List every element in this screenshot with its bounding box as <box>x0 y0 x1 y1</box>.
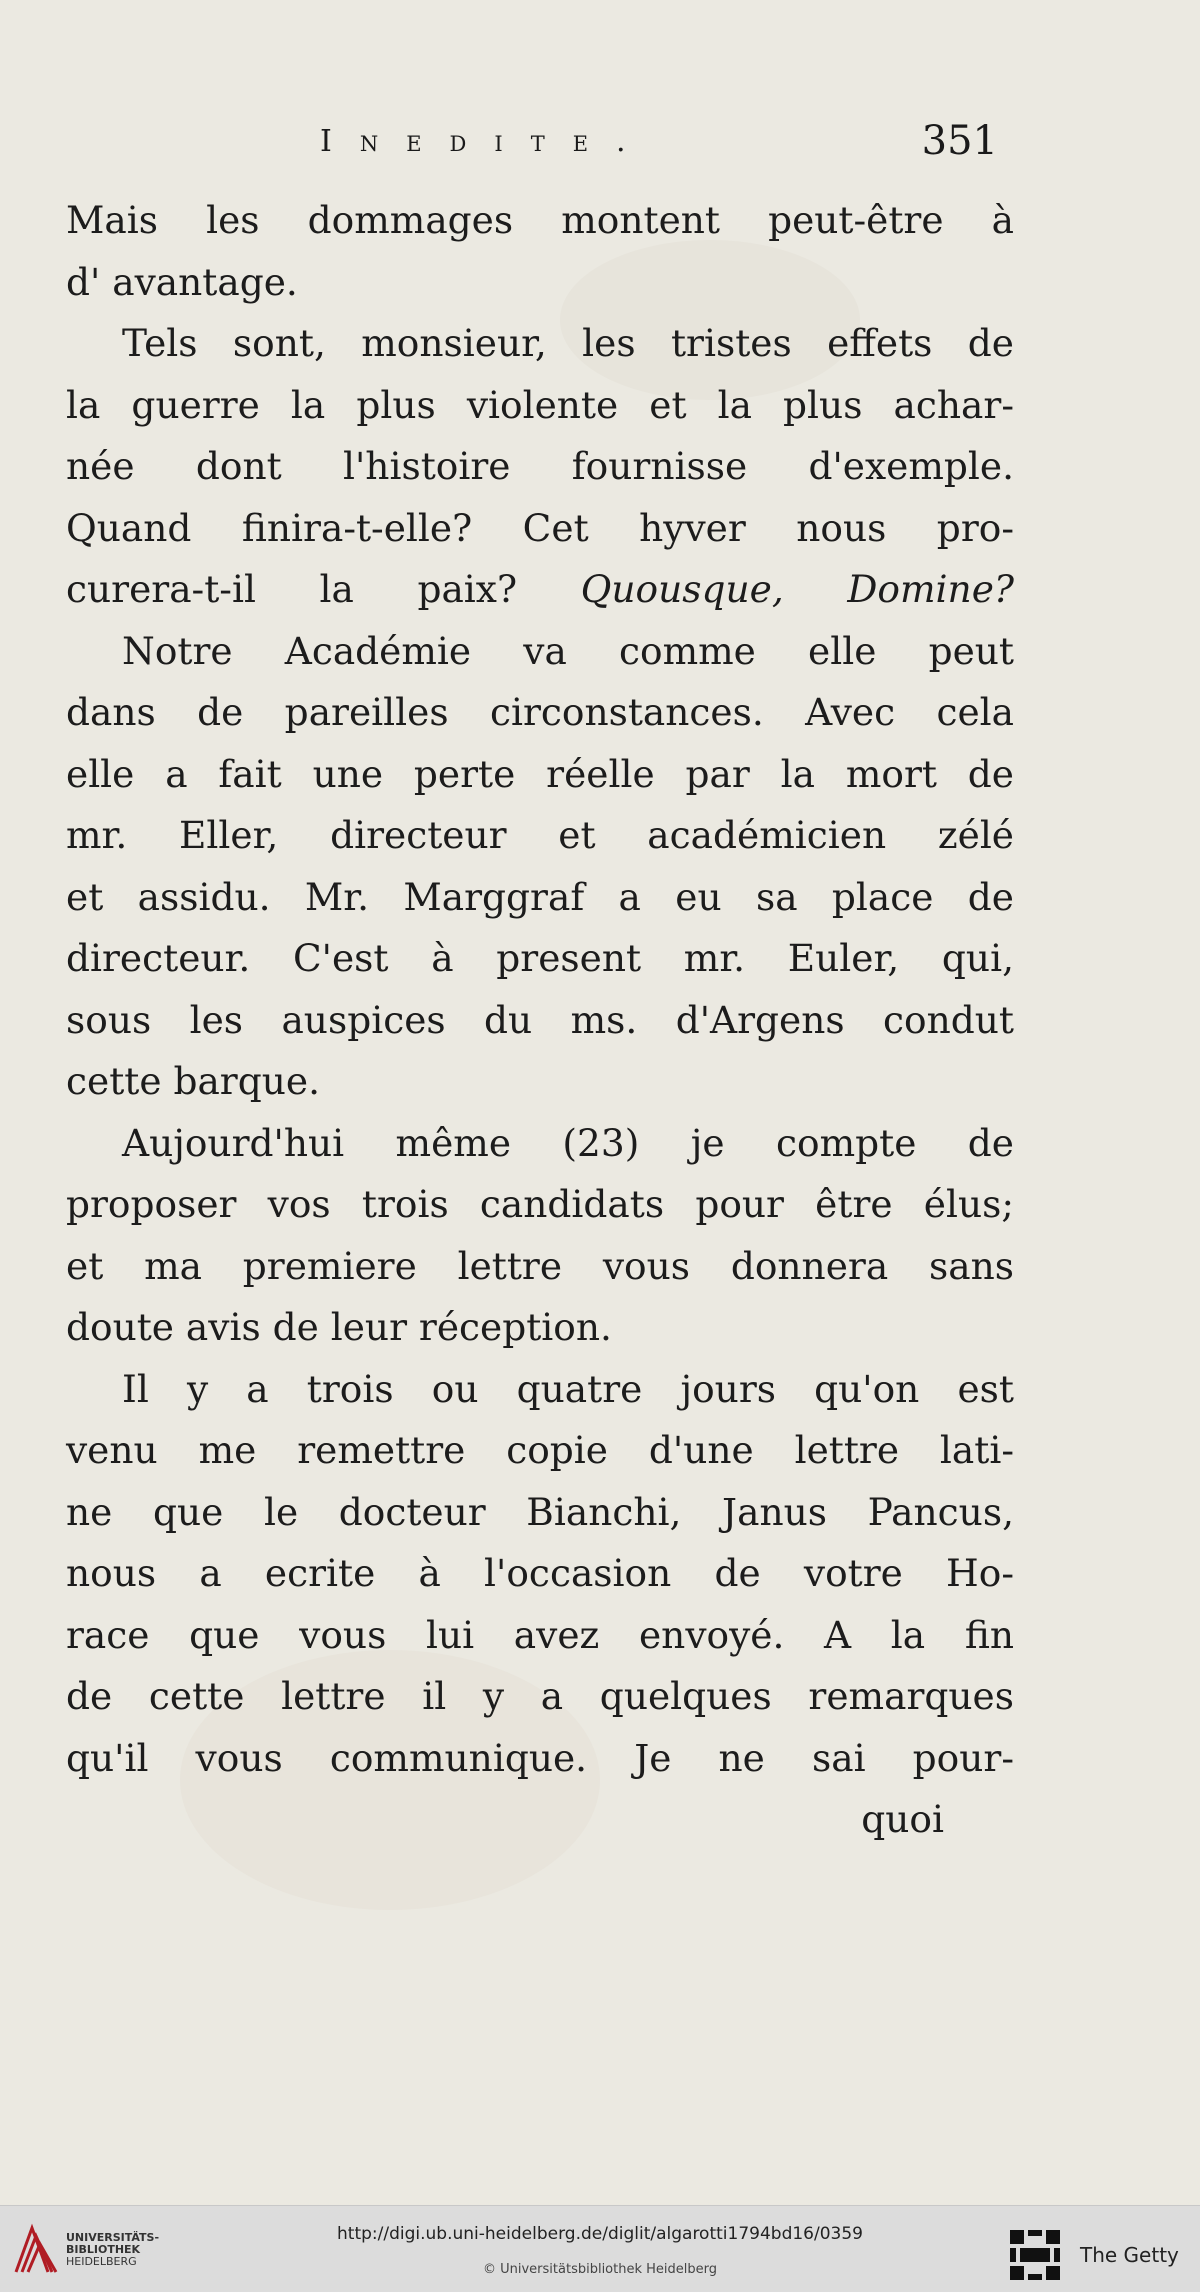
text-line: la guerre la plus violente et la plus achar- <box>66 382 1014 427</box>
library-name-line: HEIDELBERG <box>66 2255 137 2268</box>
text-line: née dont l'histoire fournisse d'exemple. <box>66 444 1014 488</box>
permalink-url[interactable]: http://digi.ub.uni-heidelberg.de/diglit/algarotti1794bd16/0359 <box>337 2224 863 2244</box>
text-line: Quand finira-t-elle? Cet hyver nous pro- <box>66 505 1014 550</box>
catchword: quoi <box>861 1797 944 1841</box>
text-line: doute avis de leur réception. <box>66 1305 612 1349</box>
text-line: Il y a trois ou quatre jours qu'on est <box>122 1366 1014 1411</box>
text-line: sous les auspices du ms. d'Argens condut <box>66 997 1014 1042</box>
text-line: qu'il vous communique. Je ne sai pour- <box>66 1735 1014 1780</box>
library-name-line: UNIVERSITÄTS- <box>66 2231 160 2244</box>
library-name-line: BIBLIOTHEK <box>66 2243 141 2256</box>
text-line: ne que le docteur Bianchi, Janus Pancus, <box>66 1489 1014 1534</box>
text-line: race que vous lui avez envoyé. A la fin <box>66 1612 1014 1657</box>
text-line: de cette lettre il y a quelques remarques <box>66 1674 1014 1718</box>
text-line: d' avantage. <box>66 259 298 304</box>
text-line: proposer vos trois candidats pour être élus; <box>66 1182 1014 1226</box>
partner-name: The Getty <box>1080 2243 1179 2267</box>
text-line: Mais les dommages montent peut-être à <box>66 198 1014 242</box>
library-name <box>66 2232 176 2268</box>
text-line: et ma premiere lettre vous donnera sans <box>66 1243 1014 1288</box>
text-line: nous a ecrite à l'occasion de votre Ho- <box>66 1551 1014 1595</box>
text-line: Aujourd'hui même (23) je compte de <box>122 1120 1014 1165</box>
getty-logo-icon <box>1008 2228 1062 2282</box>
text-line: cette barque. <box>66 1059 321 1103</box>
italic-phrase: Quousque, Domine? <box>580 567 1014 611</box>
copyright-notice: © Universitätsbibliothek Heidelberg <box>482 2262 717 2277</box>
body-text <box>66 190 1014 1851</box>
page-number: 351 <box>921 118 998 164</box>
text-line: Tels sont, monsieur, les tristes effets de <box>122 321 1014 365</box>
text-segment: curera-t-il la paix? <box>66 567 518 611</box>
text-line: venu me remettre copie d'une lettre lati- <box>66 1428 1014 1472</box>
text-line: Notre Académie va comme elle peut <box>122 628 1014 673</box>
running-head <box>320 118 1010 178</box>
text-line: directeur. C'est à present mr. Euler, qui, <box>66 936 1014 980</box>
university-library-logo-icon <box>12 2222 60 2278</box>
footer-bar <box>0 2205 1200 2292</box>
text-line: elle a fait une perte réelle par la mort de <box>66 751 1014 796</box>
text-line-with-italic <box>66 559 1014 621</box>
text-line: et assidu. Mr. Marggraf a eu sa place de <box>66 874 1014 919</box>
text-line: mr. Eller, directeur et académicien zélé <box>66 813 1014 857</box>
text-line: dans de pareilles circonstances. Avec cela <box>66 690 1014 734</box>
running-title: Inedite. <box>320 124 654 159</box>
